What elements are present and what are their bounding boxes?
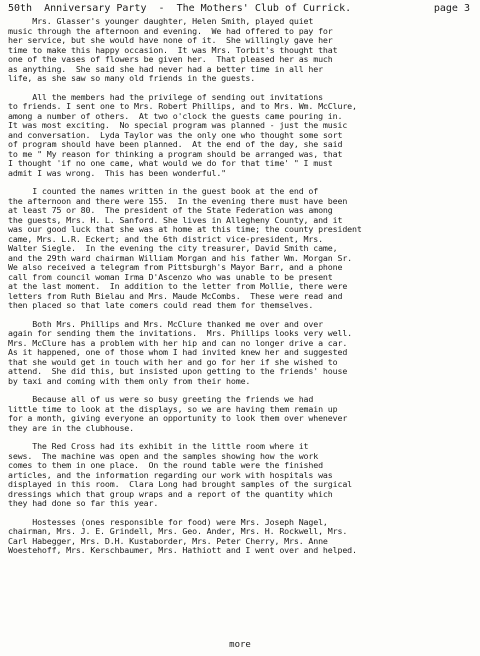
text-line: sews. The machine was open and the samples showing how the work: [8, 451, 319, 461]
text-line: Mrs. Glasser's younger daughter, Helen Smith, played quiet: [8, 17, 314, 26]
text-line: The Red Cross had its exhibit in the little room where it: [8, 442, 309, 451]
text-line: they had done so far this year.: [8, 499, 159, 508]
text-line: they are in the clubhouse.: [8, 423, 134, 433]
text-line: that she would get in touch with her and go for her if she wished to: [8, 357, 338, 367]
text-line: attend. She did this, but insisted upon getting to the friends' house: [8, 367, 348, 376]
text-line: As it happened, one of those whom I had invited knew her and suggested: [8, 348, 348, 357]
text-line: We also received a telegram from Pittsburgh's Mayor Barr, and a phone: [8, 263, 343, 272]
text-line: for a month, giving everyone an opportunity to look them over whenever: [8, 414, 348, 423]
paragraph: [8, 518, 474, 556]
paragraph: [8, 442, 474, 509]
paragraph: [8, 395, 474, 433]
text-line: displayed in this room. Clara Long had brought samples of the surgical: [8, 480, 353, 489]
text-line: admit I was wrong. This has been wonderful.": [8, 168, 227, 178]
text-line: at least 75 or 80. The president of the State Federation was among: [8, 206, 333, 215]
text-line: It was most exciting. No special program was planned - just the music: [8, 121, 348, 130]
paragraph: [8, 93, 474, 179]
page-number: page 3: [433, 3, 470, 14]
text-line: Both Mrs. Phillips and Mrs. McClure thanked me over and over: [8, 319, 323, 329]
text-line: as anything. She said she had never had a better time in all her: [8, 64, 323, 74]
text-line: and conversation. Lyda Taylor was the only one who thought some sort: [8, 130, 343, 140]
text-line: at the last moment. In addition to the letter from Mollie, there were: [8, 282, 348, 291]
text-line: the afternoon and there were 155. In the evening there must have been: [8, 196, 348, 206]
text-line: of program should have been planned. At the end of the day, she said: [8, 140, 343, 149]
text-line: letters from Ruth Bielau and Mrs. Maude McCombs. These were read and: [8, 291, 343, 301]
text-line: dressings which that group wraps and a report of the quantity which: [8, 489, 333, 499]
text-line: by taxi and coming with them only from their home.: [8, 376, 251, 386]
text-line: I thought 'if no one came, what would we do for that time' " I must: [8, 159, 333, 168]
text-line: comes to them in one place. On the round table were the finished: [8, 461, 323, 470]
page-title: 50th Anniversary Party - The Mothers' Club of Currick.: [8, 3, 352, 14]
text-line: to me " My reason for thinking a program should be arranged was, that: [8, 149, 343, 159]
text-line: I counted the names written in the guest book at the end of: [8, 187, 319, 196]
text-line: the guests, Mrs. H. L. Sanford. She lives in Allegheny County, and it: [8, 215, 343, 225]
paragraph: [8, 17, 474, 84]
text-line: among a number of others. At two o'clock the guests came pouring in.: [8, 111, 343, 121]
text-line: articles, and the information regarding our work with hospitals was: [8, 470, 333, 480]
text-line: her service, but she would have none of it. She willingly gave her: [8, 36, 333, 45]
more-label: more: [229, 640, 251, 650]
text-line: Walter Siegle. In the evening the city treasurer, David Smith came,: [8, 244, 338, 253]
text-line: Because all of us were so busy greeting the friends we had: [8, 395, 314, 404]
text-line: then placed so that late comers could read them for themselves.: [8, 301, 314, 310]
text-line: call from council woman Irma D'Ascenzo who was unable to be present: [8, 272, 333, 282]
text-line: Carl Habegger, Mrs. D.H. Kustaborder, Mrs. Peter Cherry, Mrs. Anne: [8, 536, 328, 546]
text-line: and the 29th ward chairman William Morgan and his father Wm. Morgan Sr.: [8, 253, 353, 263]
text-line: Hostesses (ones responsible for food) were Mrs. Joseph Nagel,: [8, 517, 328, 527]
paragraph: [8, 187, 474, 311]
text-line: one of the vases of flowers be given her. That pleased her as much: [8, 55, 333, 64]
text-line: little time to look at the displays, so we are having them remain up: [8, 404, 338, 414]
text-line: to friends. I sent one to Mrs. Robert Phillips, and to Mrs. Wm. McClure,: [8, 102, 357, 111]
text-line: life, as she saw so many old friends in the guests.: [8, 74, 256, 83]
text-line: came, Mrs. L.R. Eckert; and the 6th district vice-president, Mrs.: [8, 234, 323, 244]
text-line: was our good luck that she was at home at this time; the county president: [8, 225, 362, 234]
text-line: music through the afternoon and evening. We had offered to pay for: [8, 26, 333, 36]
text-line: Woestehoff, Mrs. Kerschbaumer, Mrs. Hathiott and I went over and helped.: [8, 546, 357, 555]
text-line: chairman, Mrs. J. E. Grindell, Mrs. Geo. Ander, Mrs. H. Rockwell, Mrs.: [8, 527, 348, 536]
text-line: Mrs. McClure has a problem with her hip and can no longer drive a car.: [8, 338, 348, 348]
letter-body: [8, 17, 474, 565]
text-line: time to make this happy occasion. It was Mrs. Torbit's thought that: [8, 45, 338, 55]
text-line: again for sending them the invitations. Mrs. Phillips looks very well.: [8, 329, 353, 338]
paragraph: [8, 320, 474, 387]
text-line: All the members had the privilege of sending out invitations: [8, 92, 323, 102]
